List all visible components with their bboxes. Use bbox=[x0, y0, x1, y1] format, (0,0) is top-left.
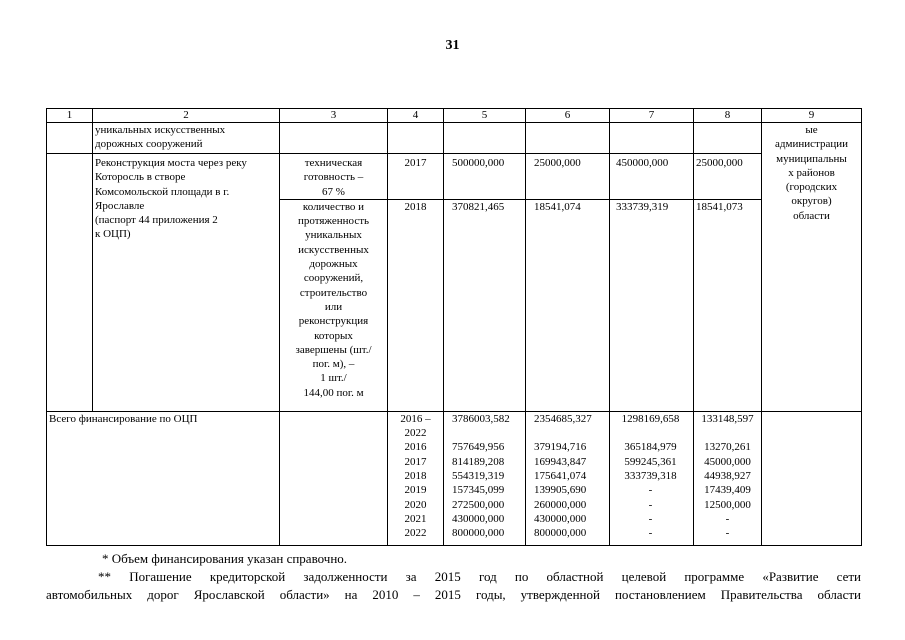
col-header: 1 bbox=[47, 109, 93, 123]
col-header: 3 bbox=[280, 109, 388, 123]
indicator-readiness: техническая готовность – 67 % bbox=[280, 154, 388, 200]
amount-cell: 500000,000 bbox=[444, 154, 526, 200]
continued-text: уникальных искусственных дорожных сооружений bbox=[93, 123, 280, 154]
total-label: Всего финансирование по ОЦП bbox=[47, 411, 280, 545]
table-cell bbox=[526, 123, 610, 154]
year-cell: 2018 bbox=[388, 199, 444, 411]
amount-cell: 25000,000 bbox=[526, 154, 610, 200]
page-number: 31 bbox=[445, 38, 460, 53]
year-cell: 2017 bbox=[388, 154, 444, 200]
footnote-1: * Объем финансирования указан справочно. bbox=[102, 551, 348, 566]
col-header: 5 bbox=[444, 109, 526, 123]
table-row bbox=[47, 154, 862, 200]
header-row bbox=[47, 109, 862, 123]
table-cell bbox=[762, 411, 862, 545]
col-header: 2 bbox=[93, 109, 280, 123]
total-col6: 2354685,327 379194,716 169943,847 175641,074 139905,690 260000,000 430000,000 800000,000 bbox=[526, 411, 610, 545]
footnotes bbox=[46, 550, 861, 604]
project-name: Реконструкция моста через реку Которосль в створе Комсомольской площади в г. Ярославле (паспорт 44 приложения 2 к ОЦП) bbox=[93, 154, 280, 412]
amount-cell: 18541,073 bbox=[694, 199, 762, 411]
table-cell bbox=[388, 123, 444, 154]
table-cell bbox=[47, 154, 93, 412]
amount-cell: 333739,319 bbox=[610, 199, 694, 411]
total-years: 2016 – 2022 2016 2017 2018 2019 2020 2021 2022 bbox=[388, 411, 444, 545]
table-cell bbox=[610, 123, 694, 154]
col-header: 9 bbox=[762, 109, 862, 123]
total-col5: 3786003,582 757649,956 814189,208 554319,319 157345,099 272500,000 430000,000 800000,000 bbox=[444, 411, 526, 545]
amount-cell: 25000,000 bbox=[694, 154, 762, 200]
total-col8: 133148,597 13270,261 45000,000 44938,927 17439,409 12500,000 - - bbox=[694, 411, 762, 545]
col-header: 4 bbox=[388, 109, 444, 123]
table-cell bbox=[47, 123, 93, 154]
footnote-2-continued: автомобильных дорог Ярославской области» на 2010 – 2015 годы, утвержденной постановлением Правительства области bbox=[46, 587, 861, 602]
total-row bbox=[47, 411, 862, 545]
table-cell bbox=[280, 411, 388, 545]
col-header: 6 bbox=[526, 109, 610, 123]
table-cell bbox=[280, 123, 388, 154]
col-header: 8 bbox=[694, 109, 762, 123]
amount-cell: 18541,074 bbox=[526, 199, 610, 411]
table-cell bbox=[444, 123, 526, 154]
amount-cell: 370821,465 bbox=[444, 199, 526, 411]
amount-cell: 450000,000 bbox=[610, 154, 694, 200]
table-row bbox=[47, 123, 862, 154]
financing-table bbox=[46, 108, 862, 546]
total-col7: 1298169,658 365184,979 599245,361 333739,318 - - - - bbox=[610, 411, 694, 545]
table-cell bbox=[694, 123, 762, 154]
responsible-executor: ые администрации муниципальны х районов (городских округов) области bbox=[762, 123, 862, 412]
indicator-structures: количество и протяженность уникальных искусственных дорожных сооружений, строительство или реконструкция которых завершены (шт./ пог. м), – 1 шт./ 144,00 пог. м bbox=[280, 199, 388, 411]
col-header: 7 bbox=[610, 109, 694, 123]
footnote-2: ** Погашение кредиторской задолженности за 2015 год по областной целевой программе «Развитие сети bbox=[98, 569, 861, 584]
